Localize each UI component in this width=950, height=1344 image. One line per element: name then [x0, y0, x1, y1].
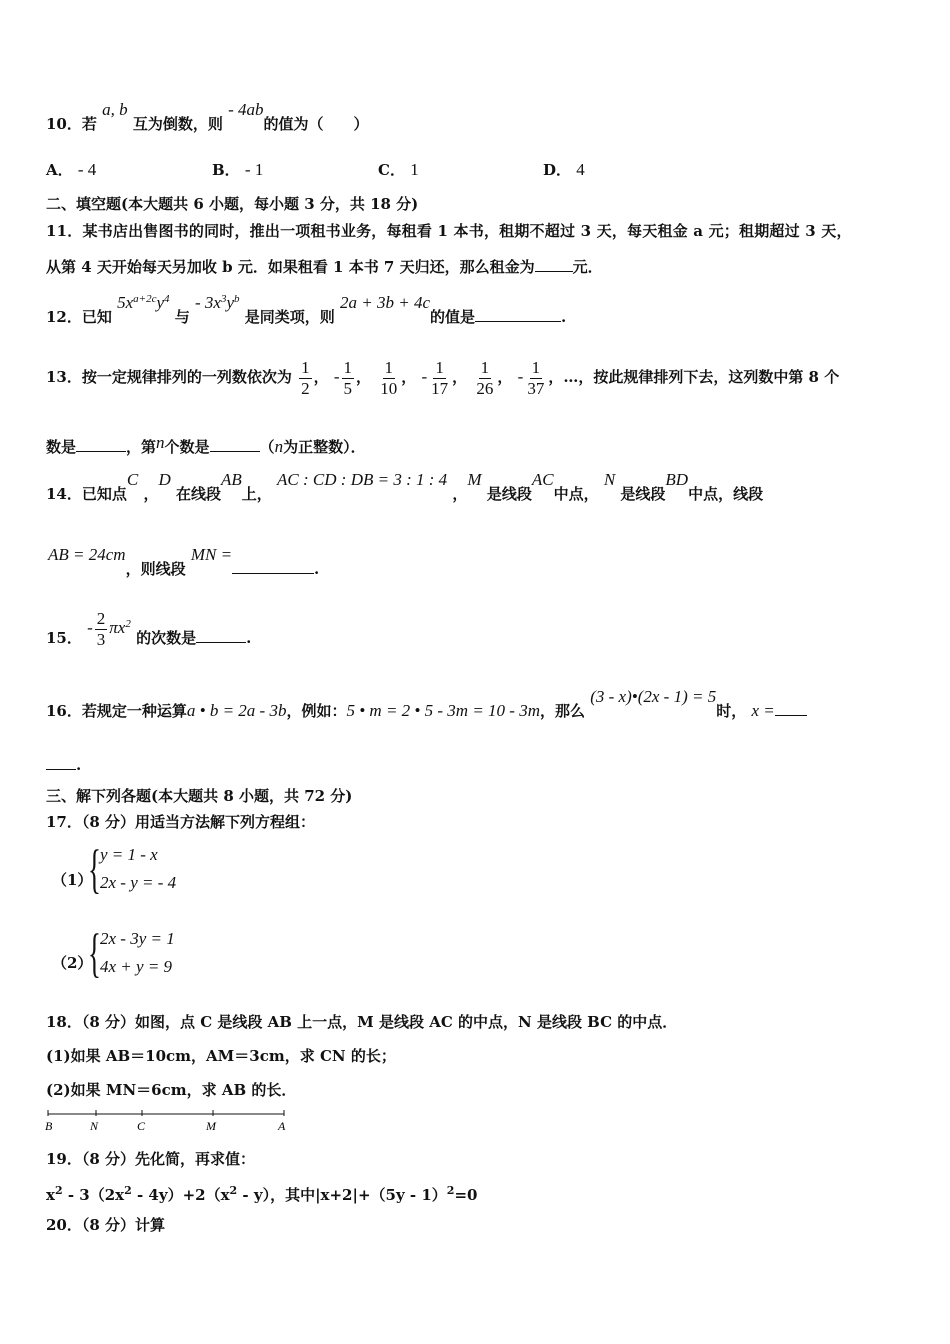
q20-title: 20．（8 分）计算	[46, 1216, 166, 1234]
label-n: N	[90, 1119, 99, 1133]
q17-p2-label: （2）	[52, 954, 93, 972]
q10-option-a[interactable]: A． - 4	[46, 160, 97, 179]
q13-blank-nth[interactable]	[210, 451, 260, 452]
section2-heading: 二、填空题(本大题共 6 小题，每小题 3 分，共 18 分)	[46, 195, 419, 213]
q13-fraction: $\frac{1}{10}$	[380, 357, 398, 398]
q12-blank[interactable]	[475, 321, 561, 322]
q15-line: 15． - $\frac{2}{3}$ $\pi x^2$ 的次数是 .	[46, 608, 252, 649]
q14-line2: AB = 24cm，则线段 MN =.	[48, 545, 320, 578]
q13-fraction: - $\frac{1}{5}$	[333, 357, 353, 398]
q10-expr: - 4ab	[228, 100, 264, 119]
q14-ratio: AC : CD : DB = 3 : 1 : 4	[277, 470, 448, 489]
q16-blank-cont[interactable]	[46, 769, 76, 770]
q14-blank[interactable]	[232, 573, 314, 574]
q10-number: 10．	[46, 115, 82, 133]
q18-segment-figure	[44, 1108, 294, 1136]
q10-text-post: 的值为（ ）	[263, 115, 369, 133]
q17-p2-eq2: 4x + y = 9	[100, 957, 173, 976]
q13-fraction: - $\frac{1}{17}$	[421, 357, 449, 398]
q13-blank-8th[interactable]	[76, 451, 126, 452]
label-m: M	[206, 1119, 216, 1133]
q13-line2: 数是 ，第n个数是 （n为正整数）．	[46, 433, 366, 456]
q13-fraction: $\frac{1}{26}$	[476, 357, 494, 398]
q17-p1-eq2: 2x - y = - 4	[100, 873, 177, 892]
q10-option-b[interactable]: B． - 1	[212, 160, 264, 179]
q15-blank[interactable]	[196, 642, 246, 643]
q17-p2-brace: {	[88, 923, 101, 983]
q16-blank[interactable]	[775, 715, 807, 716]
section3-heading: 三、解下列各题(本大题共 8 小题，共 72 分)	[46, 787, 353, 805]
q16-line2: .	[46, 755, 81, 775]
q17-p1-label: （1）	[52, 871, 93, 889]
q18-part2: (2)如果 MN＝6cm，求 AB 的长．	[46, 1081, 297, 1099]
q12-line: 12．已知 $5x^{a+2c}y^4$ 与 - $3x^3y^b$ 是同类项，则 2a + 3b + 4c的值是 .	[46, 293, 567, 326]
q10-option-d[interactable]: D． 4	[543, 160, 585, 179]
q13-fraction: $\frac{1}{2}$	[301, 357, 310, 398]
label-a: A	[278, 1119, 286, 1133]
q11-line1: 11．某书店出售图书的同时，推出一项租书业务，每租看 1 本书，租期不超过 3 天，每天租金 a 元；租期超过 3 天，	[46, 222, 852, 240]
q10-option-c[interactable]: C． 1	[378, 160, 419, 179]
q18-part1: (1)如果 AB＝10cm，AM＝3cm，求 CN 的长；	[46, 1047, 396, 1065]
q19-title: 19．（8 分）先化简，再求值：	[46, 1150, 256, 1168]
q10-line	[46, 100, 369, 134]
q10-vars: a, b	[102, 100, 128, 119]
q17-p1-eq1: y = 1 - x	[100, 845, 158, 864]
q19-expression: $x^2 - 3(2x^2 - 4y)+2(x^2 - y)$，其中|x+2|+（5y - 1）$^2$=0	[46, 1184, 478, 1204]
q17-title: 17．（8 分）用适当方法解下列方程组：	[46, 813, 316, 831]
label-b: B	[45, 1119, 53, 1133]
q12-expr: 2a + 3b + 4c	[340, 293, 430, 312]
q10-text-mid: 互为倒数，则	[132, 115, 223, 133]
q10-text-pre: 若	[81, 115, 97, 133]
label-c: C	[137, 1119, 146, 1133]
q13-line1: 13．按一定规律排列的一列数依次为 $\frac{1}{2}$ ， - $\frac{1}{5}$ ， $\frac{1}{10}$ ， - $\frac{1}{17}$ ， $\frac{1}{26}$ ， - $\frac{1}{37}$ ，…，按此规律排列下去，这列数中第 8 个	[46, 357, 840, 398]
q18-title: 18．（8 分）如图，点 C 是线段 AB 上一点，M 是线段 AC 的中点，N 是线段 BC 的中点．	[46, 1013, 678, 1031]
q16-line1: 16．若规定一种运算a • b = 2a - 3b，例如：5 • m = 2 • 5 - 3m = 10 - 3m，那么 (3 - x)•(2x - 1) = 5时， x =	[46, 701, 807, 721]
q13-fraction: - $\frac{1}{37}$	[517, 357, 545, 398]
q11-blank[interactable]	[535, 271, 573, 272]
q14-line1: 14．已知点C ，D 在线段AB上， AC : CD : DB = 3 : 1 : 4 ，M 是线段AC中点， N 是线段BD中点，线段	[46, 470, 764, 503]
q17-p1-brace: {	[88, 839, 101, 899]
q11-line2: 从第 4 天开始每天另加收 b 元．如果租看 1 本书 7 天归还，那么租金为 元．	[46, 258, 603, 276]
q17-p2-eq1: 2x - 3y = 1	[100, 929, 175, 948]
